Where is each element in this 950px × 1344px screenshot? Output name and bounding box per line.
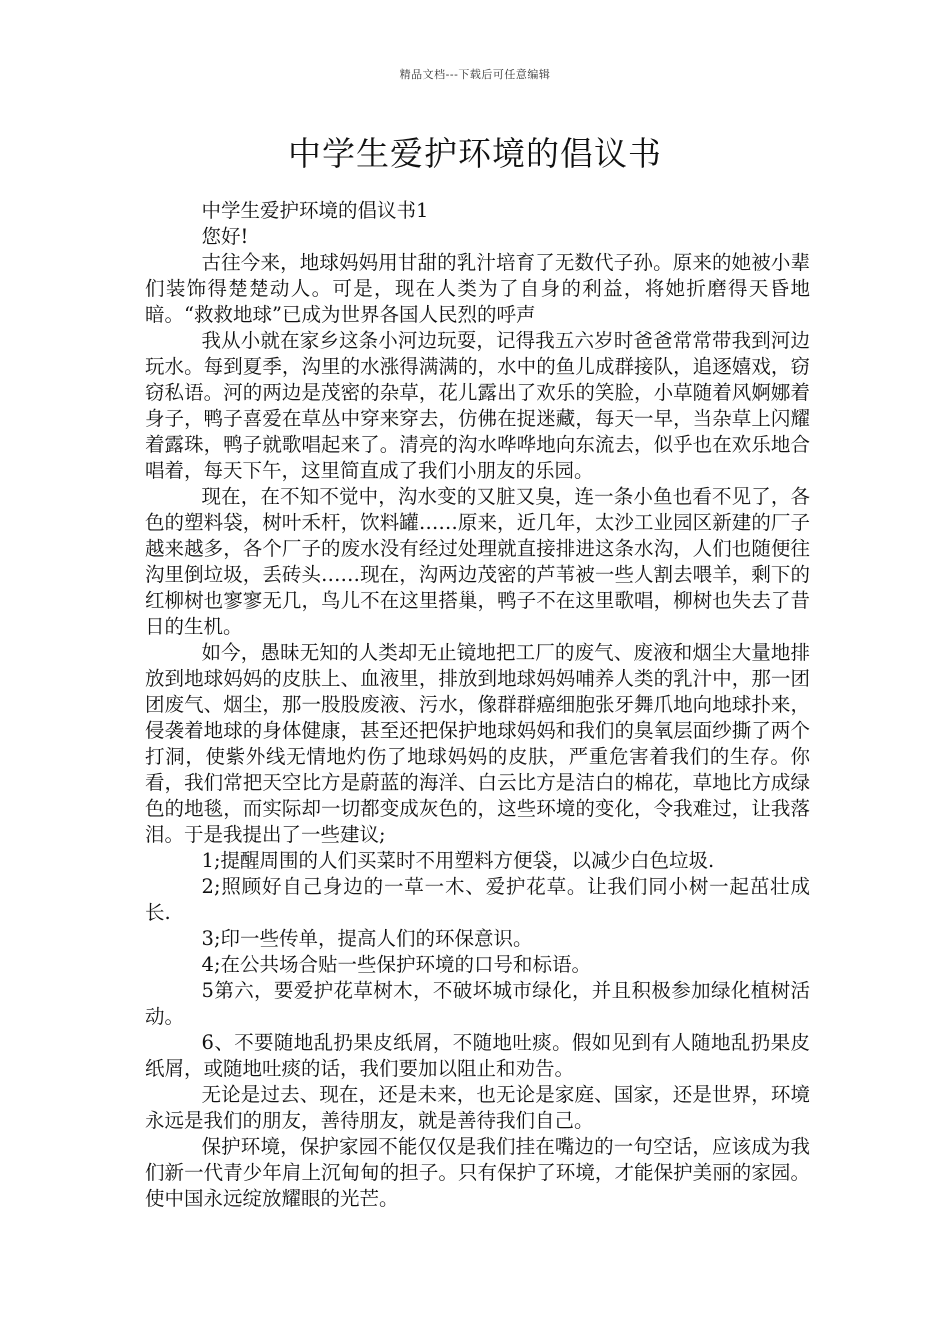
paragraph: 您好! <box>201 225 249 248</box>
paragraph: 我从小就在家乡这条小河边玩耍，记得我五六岁时爸爸常常带我到河边玩水。每到夏季，沟里的水涨得满满的，水中的鱼儿成群接队，追逐嬉戏，窃窃私语。河的两边是茂密的杂草，花儿露出了欢乐的笑脸，小草随着风婀娜着身子，鸭子喜爱在草丛中穿来穿去，仿佛在捉迷藏，每天一早，当杂草上闪耀着露珠，鸭子就歌唱起来了。清亮的沟水哗哗地向东流去，似乎也在欢乐地合唱着，每天下午，这里简直成了我们小朋友的乐园。 <box>145 329 810 482</box>
paragraph: 1;提醒周围的人们买菜时不用塑料方便袋，以减少白色垃圾. <box>201 849 715 872</box>
paragraph: 5第六，要爱护花草树木，不破坏城市绿化，并且积极参加绿化植树活动。 <box>145 979 810 1028</box>
paragraph: 中学生爱护环境的倡议书1 <box>201 199 429 222</box>
paragraph: 3;印一些传单，提高人们的环保意识。 <box>201 927 533 950</box>
header-note: 精品文档---下载后可任意编辑 <box>399 68 551 81</box>
document-title: 中学生爱护环境的倡议书 <box>288 134 662 173</box>
paragraph: 古往今来，地球妈妈用甘甜的乳汁培育了无数代子孙。原来的她被小辈们装饰得楚楚动人。可是，现在人类为了自身的利益，将她折磨得天昏地暗。“救救地球”已成为世界各国人民烈的呼声 <box>145 251 810 326</box>
document-body <box>145 198 810 1212</box>
paragraph: 4;在公共场合贴一些保护环境的口号和标语。 <box>201 953 592 976</box>
paragraph: 保护环境，保护家园不能仅仅是我们挂在嘴边的一句空话，应该成为我们新一代青少年肩上沉甸甸的担子。只有保护了环境，才能保护美丽的家园。使中国永远绽放耀眼的光芒。 <box>145 1135 810 1210</box>
paragraph: 如今，愚昧无知的人类却无止镜地把工厂的废气、废液和烟尘大量地排放到地球妈妈的皮肤上、血液里，排放到地球妈妈哺养人类的乳汁中，那一团团废气、烟尘，那一股股废液、污水，像群群癌细胞张牙舞爪地向地球扑来，侵袭着地球的身体健康，甚至还把保护地球妈妈和我们的臭氧层面纱撕了两个打洞，使紫外线无情地灼伤了地球妈妈的皮肤，严重危害着我们的生存。你看，我们常把天空比方是蔚蓝的海洋、白云比方是洁白的棉花，草地比方成绿色的地毯，而实际却一切都变成灰色的，这些环境的变化，令我难过，让我落泪。于是我提出了一些建议; <box>145 641 810 846</box>
paragraph: 6、不要随地乱扔果皮纸屑，不随地吐痰。假如见到有人随地乱扔果皮纸屑，或随地吐痰的话，我们要加以阻止和劝告。 <box>145 1031 810 1080</box>
paragraph: 无论是过去、现在，还是未来，也无论是家庭、国家，还是世界，环境永远是我们的朋友，善待朋友，就是善待我们自己。 <box>145 1083 810 1132</box>
paragraph: 2;照顾好自己身边的一草一木、爱护花草。让我们同小树一起茁壮成长. <box>145 875 810 924</box>
paragraph: 现在，在不知不觉中，沟水变的又脏又臭，连一条小鱼也看不见了，各色的塑料袋，树叶禾杆，饮料罐……原来，近几年，太沙工业园区新建的厂子越来越多，各个厂子的废水没有经过处理就直接排进这条水沟，人们也随便往沟里倒垃圾，丢砖头……现在，沟两边茂密的芦苇被一些人割去喂羊，剩下的红柳树也寥寥无几，鸟儿不在这里搭巢，鸭子不在这里歌唱，柳树也失去了昔日的生机。 <box>145 485 810 638</box>
